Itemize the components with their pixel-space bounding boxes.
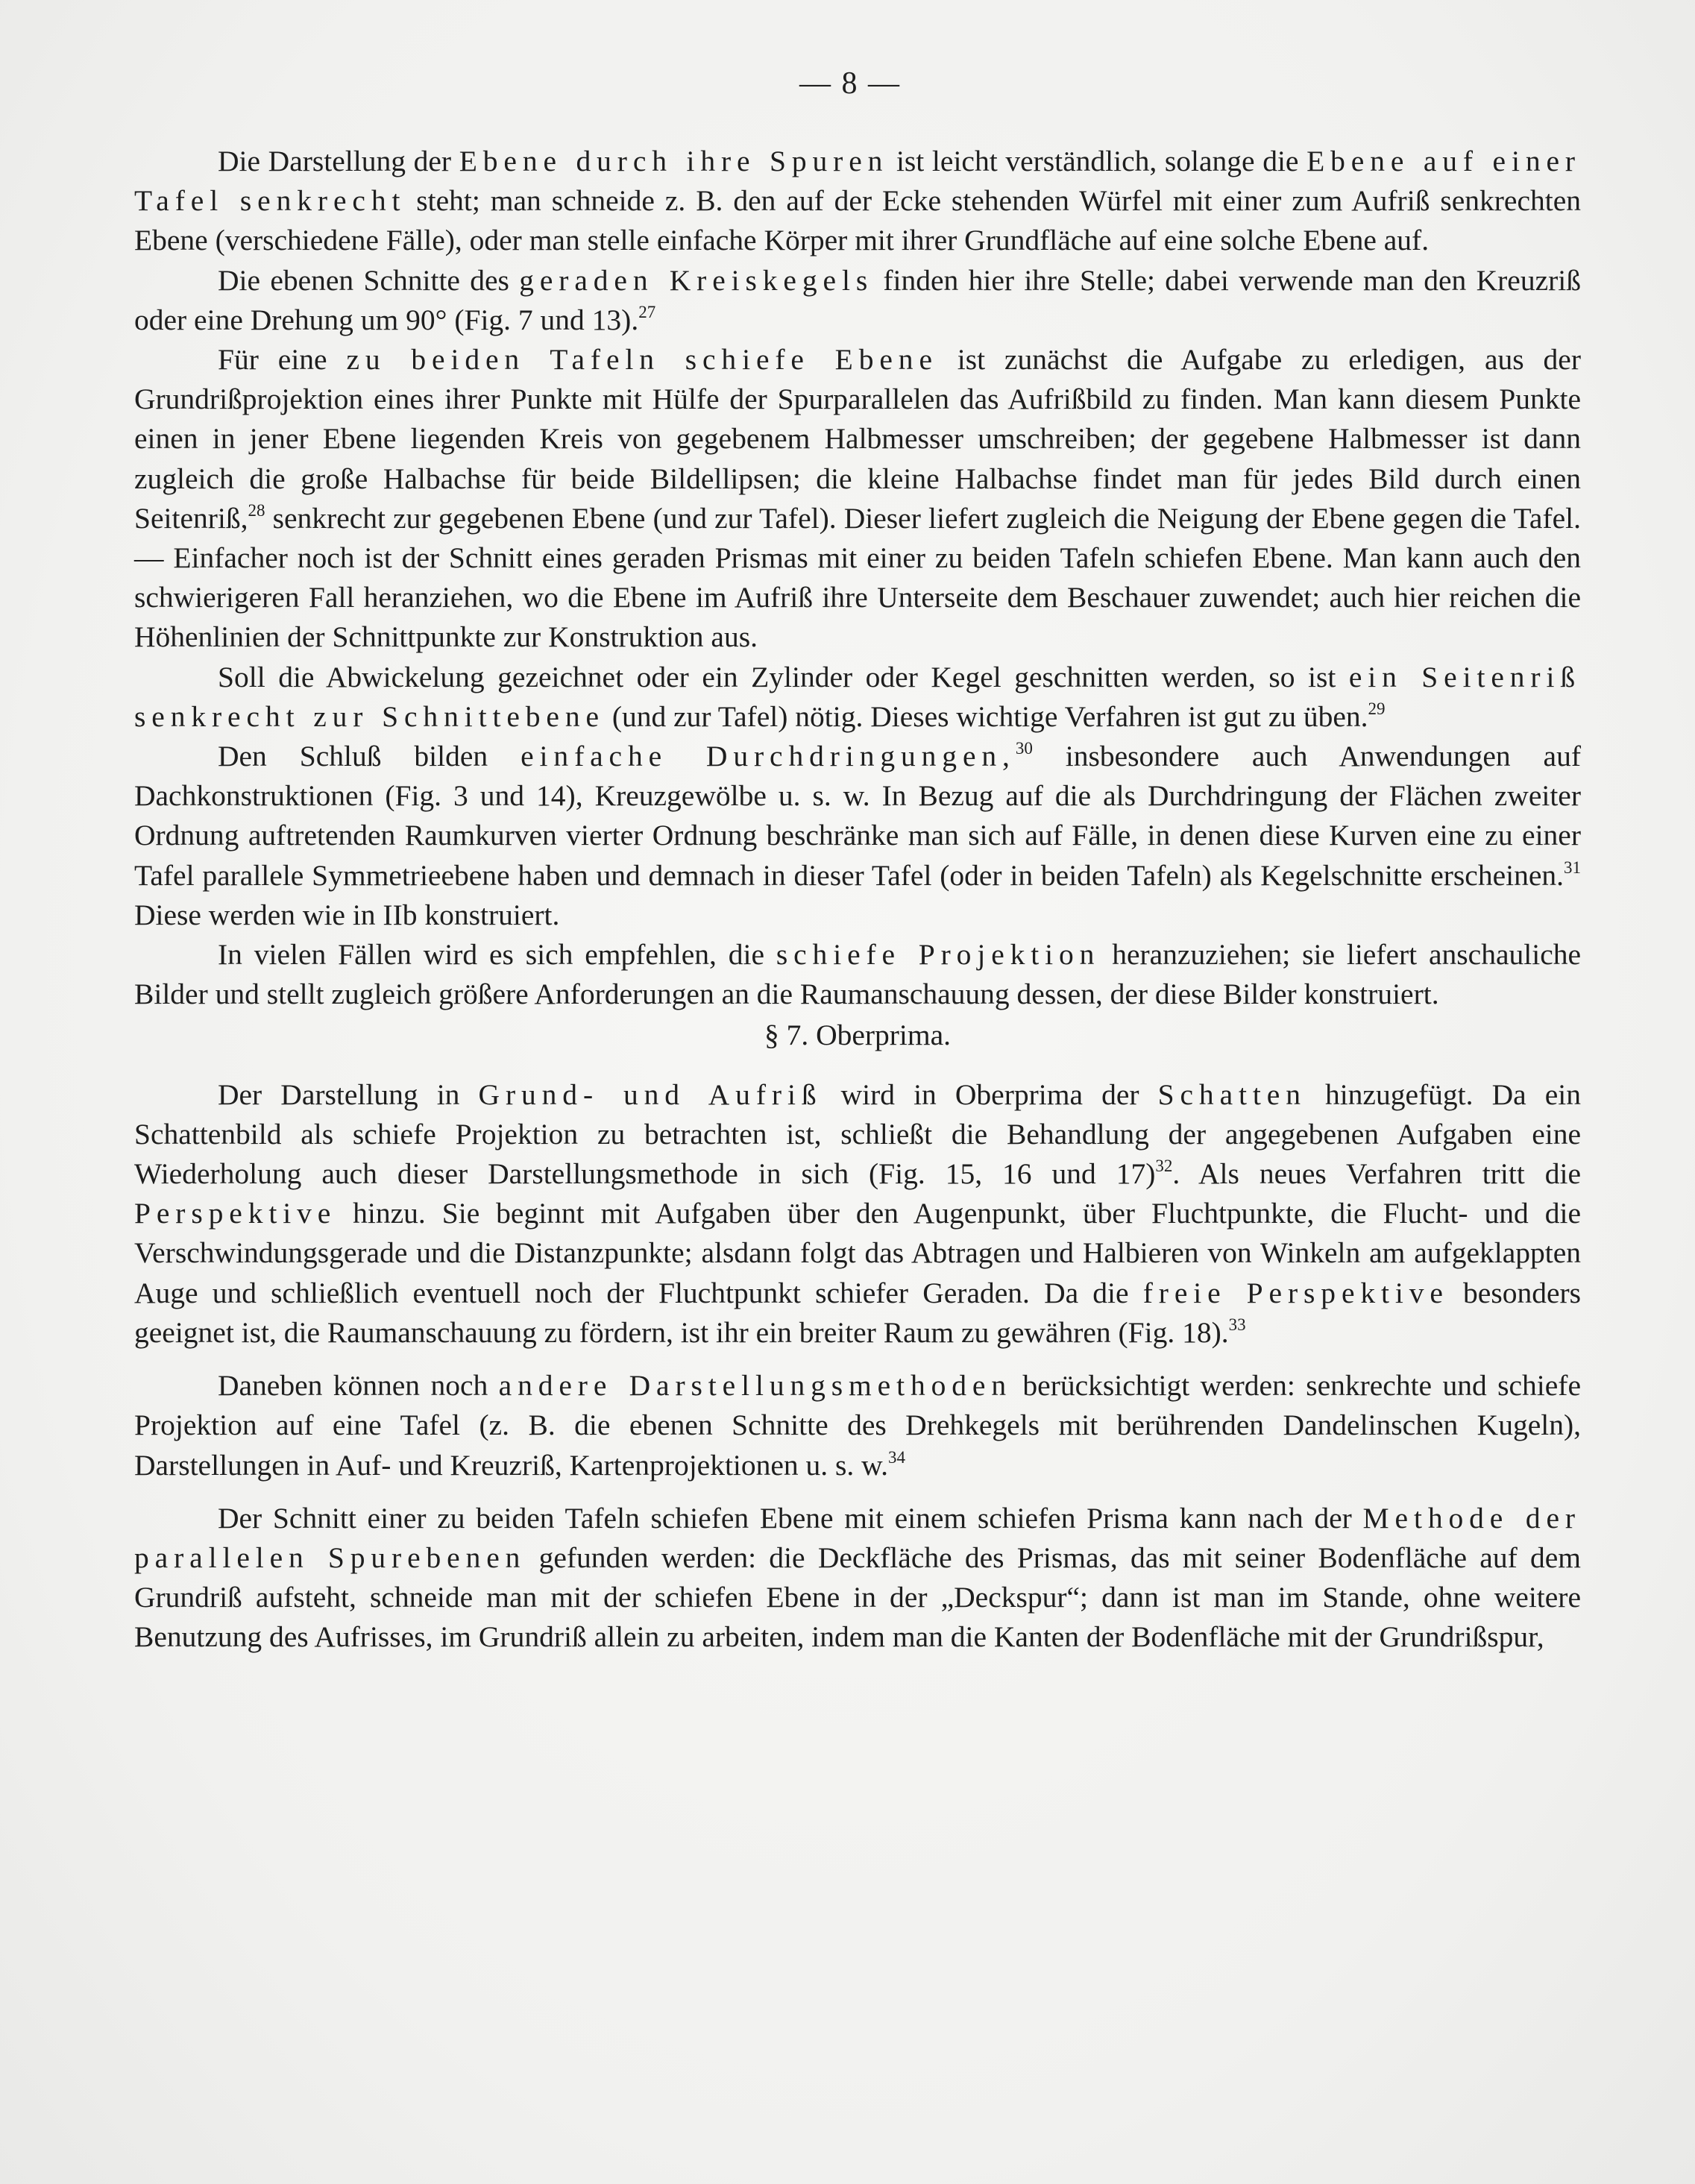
text: hinzu. Sie beginnt mit Aufgaben über den Augenpunkt, über Fluchtpunkte, die Flucht- und die Verschwindungsgerade und die Distanzpunkte; alsdann folgt das Abtragen und Halbieren von Winkeln am aufgeklappten Auge und schließlich eventuell noch der Fluchtpunkt schiefer Geraden. Da die [134,1197,1581,1309]
text: finden hier ihre Stelle; dabei verwende man den Kreuzriß oder eine Drehung um 90° (Fig. 7 und 13). [134,263,1581,336]
footnote-ref: 31 [1564,857,1581,877]
text: ist zunächst die Aufgabe zu erledigen, aus der Grundrißprojektion eines ihrer Punkte mit Hülfe der Spurparallelen das Aufrißbild zu finden. Man kann diesem Punkte einen in jener Ebene liegenden Kreis von gegebenem Halbmesser umschreiben; der gegebene Halbmesser ist dann zugleich die große Halbachse für beide Bildellipsen; die kleine Halbachse findet man für jedes Bild durch einen Seitenriß, [134,343,1581,535]
text: berücksichtigt werden: senkrechte und schiefe Projektion auf eine Tafel (z. B. die ebenen Schnitte des Drehkegels mit berührenden Dandelinschen Kugeln), Darstellungen in Auf- und Kreuzriß, Kartenprojektionen u. s. w. [134,1369,1581,1482]
page-body [134,142,1581,1658]
footnote-ref: 27 [638,302,656,321]
footnote-ref: 34 [888,1447,906,1467]
section-heading: § 7. Oberprima. [764,1019,952,1052]
spaced-text: Grund- und Aufriß [478,1077,823,1111]
text: Der Darstellung in [218,1077,479,1111]
text: In vielen Fällen wird es sich empfehlen, die [218,938,776,972]
text: senkrecht zur gegebenen Ebene (und zur Tafel). Dieser liefert zugleich die Neigung der Ebene gegen die Tafel. — Einfacher noch ist der Schnitt eines geraden Prismas mit einer zu beiden Tafeln schiefen Ebene. Man kann auch den schwierigeren Fall heranziehen, wo die Ebene im Aufriß ihre Unterseite dem Beschauer zuwendet; auch hier reichen die Höhenlinien der Schnittpunkte zur Konstruktion aus. [134,501,1581,654]
text: Daneben können noch [218,1369,499,1403]
text: wird in Oberprima der [822,1077,1158,1111]
spaced-text: schiefe Projektion [776,938,1101,972]
spaced-text: andere Darstellungsmethoden [498,1369,1013,1403]
text: insbesondere auch Anwendungen auf Dachkonstruktionen (Fig. 3 und 14), Kreuzgewölbe u. s. w. In Bezug auf die als Durchdringung der Flächen zweiter Ordnung auftretenden Raumkurven vierter Ordnung beschränke man sich auf Fälle, in denen diese Kurven eine zu einer Tafel parallele Symmetrieebene haben und demnach in dieser Tafel (oder in beiden Tafeln) als Kegelschnitte erscheinen. [134,740,1581,892]
text: . Als neues Verfahren tritt die [1172,1157,1581,1191]
spaced-text: Methode der parallelen Spurebenen [134,1501,1581,1574]
text: Die Darstellung der [218,145,459,177]
paragraph-gap [134,1485,1581,1499]
spaced-text: Schatten [1157,1077,1306,1111]
text: Den Schluß bilden [218,740,521,773]
footnote-ref: 32 [1155,1156,1173,1176]
spaced-text: Ebene durch ihre Spuren [459,145,889,177]
paragraph-shadow-perspective [134,1075,1581,1353]
spaced-text: freie Perspektive [1142,1276,1449,1309]
text: Der Schnitt einer zu beiden Tafeln schiefen Ebene mit einem schiefen Prisma kann nach der [218,1501,1363,1535]
text: besonders geeignet ist, die Raumanschauung zu fördern, ist ihr ein breiter Raum zu gewähren (Fig. 18). [134,1276,1582,1349]
text: Die ebenen Schnitte des [218,263,520,297]
paragraph-parallel-trace-planes [134,1499,1581,1658]
text: steht; man schneide z. B. den auf der Ecke stehenden Würfel mit einer zum Aufriß senkrechten Ebene (verschiedene Fälle), oder man stelle einfache Körper mit ihrer Grundfläche auf eine solche Ebene auf. [134,184,1581,257]
spaced-text: geraden Kreiskegels [519,263,874,297]
footnote-ref: 29 [1368,699,1386,718]
paragraph-side-view [134,658,1581,737]
footnote-ref: 30 [1015,739,1033,758]
footnote-ref: 28 [248,500,265,520]
text: gefunden werden: die Deckfläche des Prismas, das mit seiner Bodenfläche auf dem Grundriß aufsteht, schneide man mit der schiefen Ebene in der „Deckspur“; dann ist man im Stande, ohne weitere Benutzung des Aufrisses, im Grundriß allein zu arbeiten, indem man die Kanten der Bodenfläche mit der Grundrißspur, [134,1541,1581,1654]
spaced-text: Ebene auf einer Tafel senkrecht [134,145,1581,218]
text: ist leicht verständlich, solange die [888,145,1307,177]
text: Soll die Abwickelung gezeichnet oder ein Zylinder oder Kegel geschnitten werden, so ist [218,660,1349,693]
text: Diese werden wie in IIb konstruiert. [134,898,560,931]
text: hinzugefügt. Da ein Schattenbild als schiefe Projektion zu betrachten ist, schließt die Behandlung der angegebenen Aufgaben eine Wiederholung auch dieser Darstellungsmethode in sich (Fig. 15, 16 und 17) [134,1077,1581,1191]
paragraph-other-methods [134,1366,1581,1485]
text: heranzuziehen; sie liefert anschauliche Bilder und stellt zugleich größere Anforderungen an die Raumanschauung dessen, der diese Bilder konstruiert. [134,938,1582,1011]
paragraph-oblique-projection [134,935,1581,1014]
paragraph-plane-traces [134,142,1581,261]
paragraph-intersections [134,737,1581,935]
spaced-text: Perspektive [134,1197,337,1230]
paragraph-cone-sections [134,261,1581,340]
spaced-text: ein Seitenriß senkrecht zur Schnittebene [134,660,1581,733]
paragraph-oblique-plane [134,340,1581,658]
spaced-text: zu beiden Tafeln schiefe Ebene [346,343,938,377]
text: Für eine [218,343,347,377]
footnote-ref: 33 [1228,1315,1246,1334]
paragraph-gap [134,1353,1581,1366]
spaced-text: einfache Durchdringungen, [521,740,1016,773]
page-number: — 8 — [799,66,901,101]
text: (und zur Tafel) nötig. Dieses wichtige Verfahren ist gut zu üben. [604,699,1368,733]
